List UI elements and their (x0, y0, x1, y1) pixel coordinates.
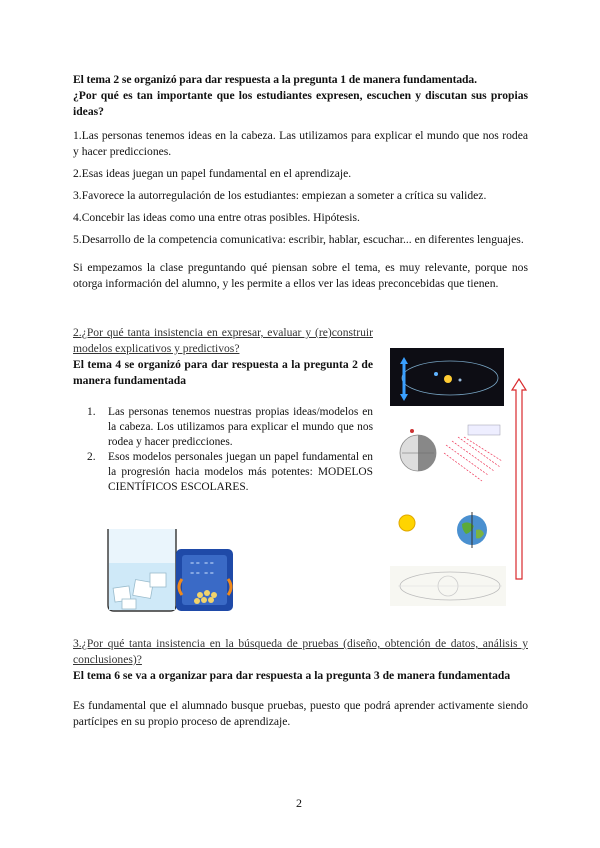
section-3 (73, 636, 528, 730)
section-3-body: Es fundamental que el alumnado busque pruebas, puesto que podrá aprender activamente siendo partícipes en su propio proceso de aprendizaje. (73, 699, 528, 728)
beaker-illustration (100, 523, 235, 613)
section-2-list (73, 405, 373, 495)
section-3-question: 3.¿Por qué tanta insistencia en la búsqueda de pruebas (diseño, obtención de datos, análisis y conclusiones)? (73, 637, 528, 666)
earth-shadow-image (396, 423, 440, 479)
point-2: 2.Esas ideas juegan un papel fundamental en el aprendizaje. (73, 167, 352, 180)
section-3-heading: El tema 6 se va a organizar para dar respuesta a la pregunta 3 de manera fundamentada (73, 669, 511, 682)
sun-rays-diagram (442, 423, 504, 485)
svg-text:= =: = = (190, 561, 200, 567)
svg-text:= =: = = (190, 571, 200, 577)
sun-icon (396, 512, 418, 534)
page-number: 2 (296, 796, 302, 810)
section-1 (73, 72, 528, 292)
section-1-question: ¿Por qué es tan importante que los estudiantes expresen, escuchen y discutan sus propias ideas? (73, 89, 528, 118)
point-3: 3.Favorece la autorregulación de los estudiantes: empiezan a someter a crítica su validez. (73, 189, 487, 202)
point-1: 1.Las personas tenemos ideas en la cabeza. Las utilizamos para explicar el mundo que nos rodea y hacer predicciones. (73, 129, 528, 158)
progression-arrow-icon (511, 378, 527, 580)
section-1-heading: El tema 2 se organizó para dar respuesta a la pregunta 1 de manera fundamentada. (73, 73, 477, 86)
section-2-heading: El tema 4 se organizó para dar respuesta a la pregunta 2 de manera fundamentada (73, 358, 373, 387)
section-2-question: 2.¿Por qué tanta insistencia en expresar, evaluar y (re)construir modelos explicativos y predictivos? (73, 326, 373, 355)
svg-text:= =: = = (204, 571, 214, 577)
orbit-sketch-image (390, 566, 506, 606)
point-5: 5.Desarrollo de la competencia comunicativa: escribir, hablar, escuchar... en diferentes lenguajes. (73, 233, 524, 246)
globe-icon (452, 510, 492, 550)
list-item: 2. Esos modelos personales juegan un papel fundamental en la progresión hacia modelos más potentes: MODELOS CIENTÍFICOS ESCOLARES. (87, 451, 373, 493)
section-2 (73, 325, 373, 495)
svg-text:= =: = = (204, 561, 214, 567)
section-1-closing: Si empezamos la clase preguntando qué piensan sobre el tema, es muy relevante, porque nos otorga información del alumno, y les permite a ellos ver las ideas preconcebidas que tienen. (73, 261, 528, 290)
list-item: 1. Las personas tenemos nuestras propias ideas/modelos en la cabeza. Los utilizamos para explicar el mundo que nos rodea y hacer predicciones. (87, 406, 373, 448)
sun-earth-orbit-image (390, 348, 504, 406)
point-4: 4.Concebir las ideas como una entre otras posibles. Hipótesis. (73, 211, 360, 224)
